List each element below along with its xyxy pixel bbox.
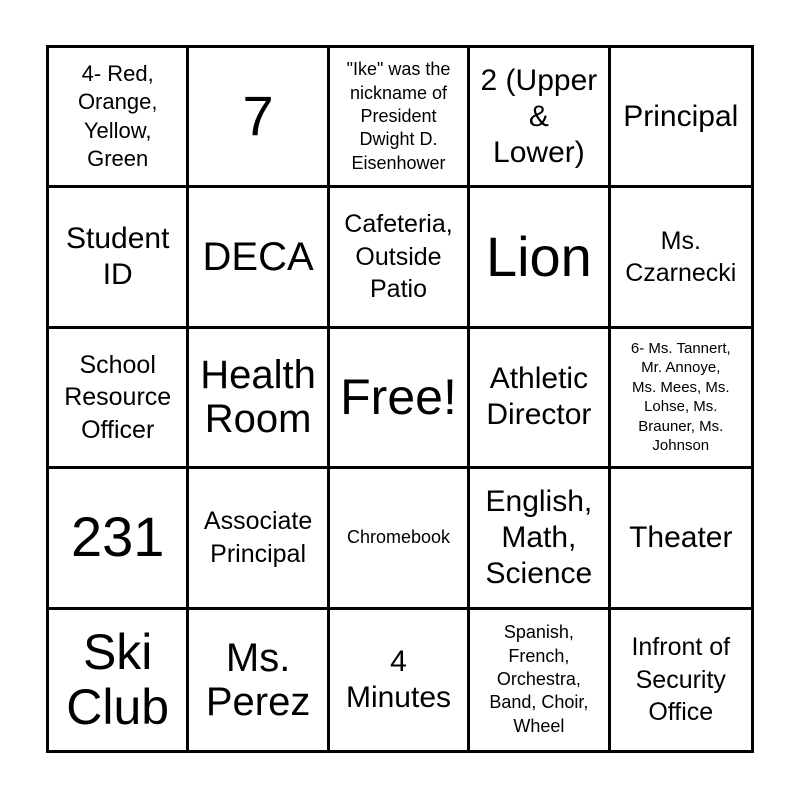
bingo-cell-r3-c3[interactable]: English, Math, Science [470, 469, 610, 609]
bingo-cell-r2-c1[interactable]: Health Room [189, 329, 329, 469]
bingo-cell-r0-c4[interactable]: Principal [611, 48, 751, 188]
bingo-cell-r3-c2[interactable]: Chromebook [330, 469, 470, 609]
bingo-cell-r1-c1[interactable]: DECA [189, 188, 329, 328]
bingo-cell-r2-c2[interactable]: Free! [330, 329, 470, 469]
bingo-cell-r2-c0[interactable]: School Resource Officer [49, 329, 189, 469]
bingo-cell-r2-c3[interactable]: Athletic Director [470, 329, 610, 469]
bingo-cell-r2-c4[interactable]: 6- Ms. Tannert, Mr. Annoye, Ms. Mees, Ms. Lohse, Ms. Brauner, Ms. Johnson [611, 329, 751, 469]
bingo-cell-r4-c4[interactable]: Infront of Security Office [631, 633, 731, 727]
bingo-cell-r0-c0[interactable]: 4- Red, Orange, Yellow, Green [49, 48, 189, 188]
bingo-board [46, 45, 754, 753]
bingo-cell-r1-c0[interactable]: Student ID [49, 188, 189, 328]
bingo-cell-r4-c1[interactable]: Ms. Perez [189, 610, 329, 750]
bingo-cell-r0-c1[interactable]: 7 [189, 48, 329, 188]
bingo-cell-r0-c2[interactable]: "Ike" was the nickname of President Dwight D. Eisenhower [330, 48, 470, 188]
bingo-cell-r1-c4[interactable]: Ms. Czarnecki [611, 188, 751, 328]
bingo-cell-r3-c0[interactable]: 231 [49, 469, 189, 609]
bingo-cell-r4-c0[interactable]: Ski Club [49, 610, 189, 750]
bingo-cell-r3-c1[interactable]: Associate Principal [189, 469, 329, 609]
bingo-cell-r1-c3[interactable]: Lion [470, 188, 610, 328]
bingo-cell-r3-c4[interactable]: Theater [611, 469, 751, 609]
bingo-cell-r4-c2[interactable]: 4 Minutes [330, 610, 470, 750]
bingo-cell-r1-c2[interactable]: Cafeteria, Outside Patio [330, 188, 470, 328]
bingo-cell-r4-c3[interactable]: Spanish, French, Orchestra, Band, Choir, Wheel [470, 610, 610, 750]
bingo-cell-r0-c3[interactable]: 2 (Upper & Lower) [470, 48, 610, 188]
